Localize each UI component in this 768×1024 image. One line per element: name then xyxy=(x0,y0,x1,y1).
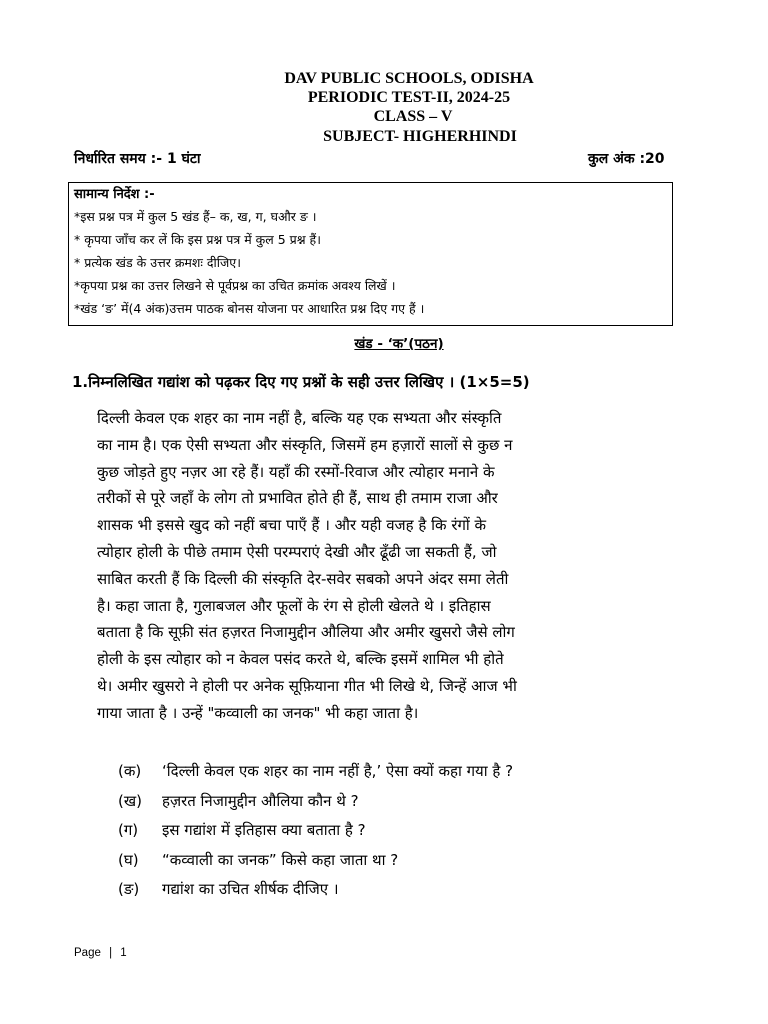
sub-question-text: हज़रत निजामुद्दीन औलिया कौन थे ? xyxy=(162,791,359,810)
page-number: 1 xyxy=(120,947,127,959)
passage-line: का नाम है। एक ऐसी सभ्यता और संस्कृति, जिसमें हम हज़ारों सालों से कुछ न xyxy=(97,435,513,454)
school-name: DAV PUBLIC SCHOOLS, ODISHA xyxy=(284,70,534,87)
passage-line: त्योहार होली के पीछे तमाम ऐसी परम्पराएं देखी और ढूँढी जा सकती हैं, जो xyxy=(97,542,497,561)
instruction-item: *कृपया प्रश्न का उत्तर लिखने से पूर्वप्रश्न का उचित क्रमांक अवश्य लिखें । xyxy=(74,278,396,293)
page-footer xyxy=(74,947,127,959)
sub-question-label: (क) xyxy=(118,762,142,780)
question-1: 1.निम्नलिखित गद्यांश को पढ़कर दिए गए प्रश्नों के सही उत्तर लिखिए । (1×5=5) xyxy=(72,373,530,391)
instruction-item: *इस प्रश्न पत्र में कुल 5 खंड हैं– क, ख, ग, घऔर ङ । xyxy=(74,209,317,224)
passage-line: बताता है कि सूफ़ी संत हज़रत निजामुद्दीन औलिया और अमीर खुसरो जैसे लोग xyxy=(97,623,515,642)
sub-question-gha xyxy=(118,846,513,876)
passage-line: साबित करती हैं कि दिल्ली की संस्कृति देर-सवेर सबको अपने अंदर समा लेती xyxy=(97,569,509,588)
sub-question-text: गद्यांश का उचित शीर्षक दीजिए । xyxy=(162,880,339,898)
test-name: PERIODIC TEST-II, 2024-25 xyxy=(307,89,511,106)
instruction-item: *खंड ‘ङ’ में(4 अंक)उत्तम पाठक बोनस योजना पर आधारित प्रश्न दिए गए हैं । xyxy=(74,301,425,316)
passage-line: शासक भी इससे खुद को नहीं बचा पाएँ हैं । और यही वजह है कि रंगों के xyxy=(97,516,487,535)
passage xyxy=(97,405,679,727)
passage-line: गाया जाता है । उन्हें "कव्वाली का जनक" भी कहा जाता है। xyxy=(97,703,419,722)
sub-question-kha xyxy=(118,787,513,817)
sub-question-nga xyxy=(118,875,513,905)
passage-line: कुछ जोड़ते हुए नज़र आ रहे हैं। यहाँ की रस्मों-रिवाज और त्योहार मनाने के xyxy=(97,462,495,481)
sub-question-label: (ख) xyxy=(118,791,142,810)
passage-line: है। कहा जाता है, गुलाबजल और फूलों के रंग से होली खेलते थे । इतिहास xyxy=(97,596,491,615)
class-name: CLASS – V xyxy=(373,108,453,125)
total-marks: कुल अंक :20 xyxy=(588,151,665,167)
subject-name: SUBJECT- HIGHERHINDI xyxy=(323,128,517,145)
instructions-box xyxy=(68,182,673,326)
sub-question-ka xyxy=(118,757,513,787)
time-allowed: निर्धारित समय :- 1 घंटा xyxy=(74,151,201,167)
instructions-title: सामान्य निर्देश :- xyxy=(74,187,155,202)
page-separator: | xyxy=(109,947,113,959)
passage-line: होली के इस त्योहार को न केवल पसंद करते थे, बल्कि इसमें शामिल भी होते xyxy=(97,650,504,669)
page-label: Page xyxy=(74,947,101,959)
sub-question-label: (ङ) xyxy=(118,880,140,898)
sub-question-label: (घ) xyxy=(118,850,139,869)
sub-question-label: (ग) xyxy=(118,821,139,839)
sub-question-text: “कव्वाली का जनक” किसे कहा जाता था ? xyxy=(162,850,399,869)
passage-line: तरीकों से पूरे जहाँ के लोग तो प्रभावित होते ही हैं, साथ ही तमाम राजा और xyxy=(97,489,498,508)
sub-questions xyxy=(118,757,513,905)
sub-question-text: इस गद्यांश में इतिहास क्या बताता है ? xyxy=(162,821,366,839)
instruction-item: * प्रत्येक खंड के उत्तर क्रमशः दीजिए। xyxy=(74,255,241,270)
sub-question-text: ‘दिल्ली केवल एक शहर का नाम नहीं है,’ ऐसा क्यों कहा गया है ? xyxy=(162,762,514,780)
passage-line: थे। अमीर खुसरो ने होली पर अनेक सूफ़ियाना गीत भी लिखे थे, जिन्हें आज भी xyxy=(97,676,517,695)
passage-line: दिल्ली केवल एक शहर का नाम नहीं है, बल्कि यह एक सभ्यता और संस्कृति xyxy=(97,409,502,427)
section-heading: खंड - ‘क’(पठन) xyxy=(354,336,444,352)
sub-question-ga xyxy=(118,816,513,846)
instruction-item: * कृपया जाँच कर लें कि इस प्रश्न पत्र में कुल 5 प्रश्न हैं। xyxy=(74,232,321,247)
